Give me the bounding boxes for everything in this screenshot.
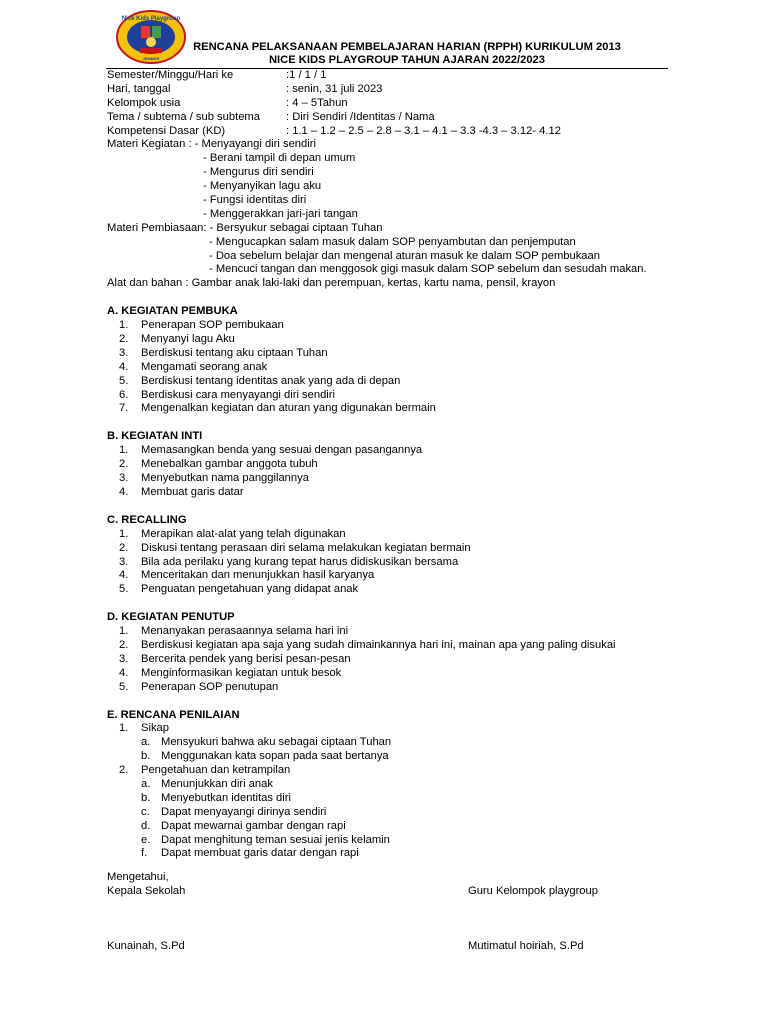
- materi-kegiatan: [107, 138, 707, 221]
- kepala-sekolah-name: Kunainah, S.Pd: [107, 940, 185, 952]
- list-item-text: Menebalkan gambar anggota tubuh: [141, 458, 318, 471]
- list-item: [107, 583, 707, 597]
- materi-pembiasaan-item: - Mengucapkan salam masuk dalam SOP penyambutan dan penjemputan: [209, 235, 576, 248]
- list-letter: c.: [141, 805, 150, 818]
- penilaian-item-text: Dapat membuat garis datar dengan rapi: [161, 847, 359, 860]
- group-label-text: Sikap: [141, 722, 169, 735]
- list-number: 3.: [119, 472, 129, 485]
- list-item: [107, 681, 707, 695]
- penilaian-item: [107, 847, 707, 861]
- info-label: Kompetensi Dasar (KD): [107, 124, 226, 137]
- list-number: 4.: [119, 666, 129, 679]
- list-number: 3.: [119, 555, 129, 568]
- info-value: : 4 – 5Tahun: [286, 96, 348, 109]
- section-title: D. KEGIATAN PENUTUP: [107, 611, 235, 624]
- title-line-1: RENCANA PELAKSANAAN PEMBELAJARAN HARIAN (RPPH) KURIKULUM 2013: [193, 41, 621, 53]
- section-title: A. KEGIATAN PEMBUKA: [107, 305, 238, 318]
- section-title: B. KEGIATAN INTI: [107, 430, 203, 443]
- penilaian-item-text: Menunjukkan diri anak: [161, 777, 273, 790]
- list-item: [107, 361, 707, 375]
- list-number: 6.: [119, 388, 129, 401]
- list-number: 7.: [119, 402, 129, 415]
- list-letter: e.: [141, 833, 151, 846]
- list-item: [107, 333, 707, 347]
- list-item: [107, 528, 707, 542]
- list-item: [107, 639, 707, 653]
- activity-section: [107, 514, 707, 597]
- list-item: [107, 569, 707, 583]
- materi-pembiasaan-item: - Mencuci tangan dan menggosok gigi masuk dalam SOP sebelum dan sesudah makan.: [209, 263, 647, 276]
- materi-kegiatan-item: - Mengurus diri sendiri: [203, 166, 314, 179]
- list-number: 2.: [119, 333, 129, 346]
- list-item-text: Menginformasikan kegiatan untuk besok: [141, 666, 342, 679]
- document-title: [192, 41, 622, 66]
- list-item-text: Menanyakan perasaannya selama hari ini: [141, 625, 349, 638]
- materi-kegiatan-item: - Menyanyikan lagu aku: [203, 180, 322, 193]
- list-number: 2.: [119, 764, 129, 777]
- mengetahui-label: Mengetahui,: [107, 871, 169, 883]
- group-label-text: Pengetahuan dan ketrampilan: [141, 764, 291, 777]
- alat-bahan: Alat dan bahan : Gambar anak laki-laki dan perempuan, kertas, kartu nama, pensil, krayon: [107, 277, 556, 290]
- list-item-text: Menceritakan dan menunjukkan hasil karyanya: [141, 569, 375, 582]
- list-number: 1.: [119, 319, 129, 332]
- info-block: [107, 69, 707, 138]
- penilaian-item-text: Dapat menyayangi dirinya sendiri: [161, 805, 327, 818]
- info-row: [107, 97, 707, 111]
- activity-section: [107, 430, 707, 499]
- penilaian-item-text: Menggunakan kata sopan pada saat bertanya: [161, 750, 389, 763]
- list-letter: b.: [141, 750, 151, 763]
- list-item: [107, 402, 707, 416]
- list-number: 3.: [119, 652, 129, 665]
- list-number: 3.: [119, 346, 129, 359]
- document-body: [107, 69, 707, 861]
- list-item-text: Berdiskusi cara menyayangi diri sendiri: [141, 388, 336, 401]
- info-label: Hari, tanggal: [107, 82, 171, 95]
- list-item: [107, 375, 707, 389]
- info-value: : Diri Sendiri /Identitas / Nama: [286, 110, 435, 123]
- list-item-text: Berdiskusi tentang identitas anak yang ada di depan: [141, 374, 401, 387]
- list-item: [107, 472, 707, 486]
- guru-title: Guru Kelompok playgroup: [468, 885, 598, 897]
- materi-kegiatan-item: - Fungsi identitas diri: [203, 194, 307, 207]
- list-item-text: Menyanyi lagu Aku: [141, 333, 235, 346]
- list-item: [107, 486, 707, 500]
- sections: [107, 305, 707, 694]
- list-item: [107, 319, 707, 333]
- list-number: 5.: [119, 374, 129, 387]
- list-item-text: Bercerita pendek yang berisi pesan-pesan: [141, 652, 351, 665]
- list-item-text: Mengenalkan kegiatan dan aturan yang digunakan bermain: [141, 402, 436, 415]
- list-number: 5.: [119, 680, 129, 693]
- logo-text-top: Nice Kids Playgroup: [121, 16, 181, 22]
- materi-kegiatan-item: - Berani tampil di depan umum: [203, 152, 356, 165]
- list-number: 1.: [119, 444, 129, 457]
- penilaian-item: [107, 806, 707, 820]
- list-number: 5.: [119, 583, 129, 596]
- section-list: [107, 319, 707, 416]
- list-item-text: Bila ada perilaku yang kurang tepat harus didiskusikan bersama: [141, 555, 459, 568]
- list-item: [107, 542, 707, 556]
- penilaian-item-text: Dapat menghitung teman sesuai jenis kelamin: [161, 833, 390, 846]
- section-list: [107, 444, 707, 500]
- list-item-text: Mengamati seorang anak: [141, 360, 268, 373]
- list-item-text: Memasangkan benda yang sesuai dengan pasangannya: [141, 444, 423, 457]
- section-title: E. RENCANA PENILAIAN: [107, 708, 240, 721]
- list-letter: f.: [141, 847, 148, 860]
- list-number: 4.: [119, 569, 129, 582]
- list-item: [107, 625, 707, 639]
- info-row: [107, 125, 707, 139]
- list-item: [107, 458, 707, 472]
- list-item-text: Membuat garis datar: [141, 485, 244, 498]
- penilaian-group-label: [107, 764, 707, 778]
- activity-section: [107, 305, 707, 416]
- list-number: 4.: [119, 485, 129, 498]
- penilaian-group-label: [107, 722, 707, 736]
- materi-kegiatan-label: Materi Kegiatan : - Menyayangi diri sendiri: [107, 138, 316, 151]
- penilaian-section: [107, 709, 707, 862]
- materi-kegiatan-item: - Menggerakkan jari-jari tangan: [203, 207, 358, 220]
- list-item: [107, 389, 707, 403]
- title-line-2: NICE KIDS PLAYGROUP TAHUN AJARAN 2022/2023: [268, 53, 546, 66]
- list-letter: a.: [141, 777, 151, 790]
- list-number: 4.: [119, 360, 129, 373]
- list-letter: d.: [141, 819, 151, 832]
- info-row: [107, 111, 707, 125]
- section-list: [107, 625, 707, 694]
- penilaian-item: [107, 736, 707, 750]
- list-item-text: Penguatan pengetahuan yang didapat anak: [141, 583, 359, 596]
- list-item-text: Berdiskusi tentang aku ciptaan Tuhan: [141, 346, 328, 359]
- penilaian-item: [107, 834, 707, 848]
- list-item-text: Diskusi tentang perasaan diri selama melakukan kegiatan bermain: [141, 541, 471, 554]
- list-number: 2.: [119, 541, 129, 554]
- list-item-text: Merapikan alat-alat yang telah digunakan: [141, 527, 346, 540]
- penilaian-item: [107, 778, 707, 792]
- info-label: Semester/Minggu/Hari ke: [107, 69, 234, 81]
- materi-pembiasaan: [107, 222, 707, 278]
- guru-name: Mutimatul hoiriah, S.Pd: [468, 940, 584, 952]
- info-label: Tema / subtema / sub subtema: [107, 110, 260, 123]
- list-number: 2.: [119, 638, 129, 651]
- penilaian-group: [107, 722, 707, 736]
- section-list: [107, 528, 707, 597]
- list-item-text: Penerapan SOP penutupan: [141, 680, 279, 693]
- penilaian-item: [107, 792, 707, 806]
- list-number: 1.: [119, 722, 129, 735]
- materi-pembiasaan-label: Materi Pembiasaan: - Bersyukur sebagai ciptaan Tuhan: [107, 221, 383, 234]
- info-label: Kelompok usia: [107, 96, 181, 109]
- section-title: C. RECALLING: [107, 513, 187, 526]
- list-item: [107, 556, 707, 570]
- penilaian-group: [107, 764, 707, 778]
- list-item: [107, 667, 707, 681]
- list-item: [107, 653, 707, 667]
- list-item-text: Penerapan SOP pembukaan: [141, 319, 284, 332]
- list-letter: a.: [141, 736, 151, 749]
- list-number: 2.: [119, 458, 129, 471]
- penilaian-item: [107, 820, 707, 834]
- penilaian-item: [107, 750, 707, 764]
- list-item-text: Menyebutkan nama panggilannya: [141, 472, 309, 485]
- info-value: : 1.1 – 1.2 – 2.5 – 2.8 – 3.1 – 4.1 – 3.3 -4.3 – 3.12- 4.12: [286, 124, 561, 137]
- list-number: 1.: [119, 625, 129, 638]
- penilaian-item-text: Mensyukuri bahwa aku sebagai ciptaan Tuhan: [161, 736, 392, 749]
- penilaian-item-text: Dapat mewarnai gambar dengan rapi: [161, 819, 346, 832]
- list-letter: b.: [141, 791, 151, 804]
- list-item: [107, 347, 707, 361]
- materi-pembiasaan-item: - Doa sebelum belajar dan mengenal aturan masuk ke dalam SOP pembukaan: [209, 249, 600, 262]
- list-item-text: Berdiskusi kegiatan apa saja yang sudah dimainkannya hari ini, mainan apa yang paling disukai: [141, 638, 616, 651]
- info-value: :1 / 1 / 1: [286, 69, 327, 81]
- logo-text-bottom: JEMBER: [142, 56, 160, 61]
- info-row: [107, 69, 707, 83]
- list-item: [107, 444, 707, 458]
- info-value: : senin, 31 juli 2023: [286, 82, 383, 95]
- kepala-sekolah-title: Kepala Sekolah: [107, 885, 186, 897]
- info-row: [107, 83, 707, 97]
- school-logo: [116, 10, 186, 64]
- activity-section: [107, 611, 707, 694]
- penilaian-item-text: Menyebutkan identitas diri: [161, 791, 291, 804]
- list-number: 1.: [119, 527, 129, 540]
